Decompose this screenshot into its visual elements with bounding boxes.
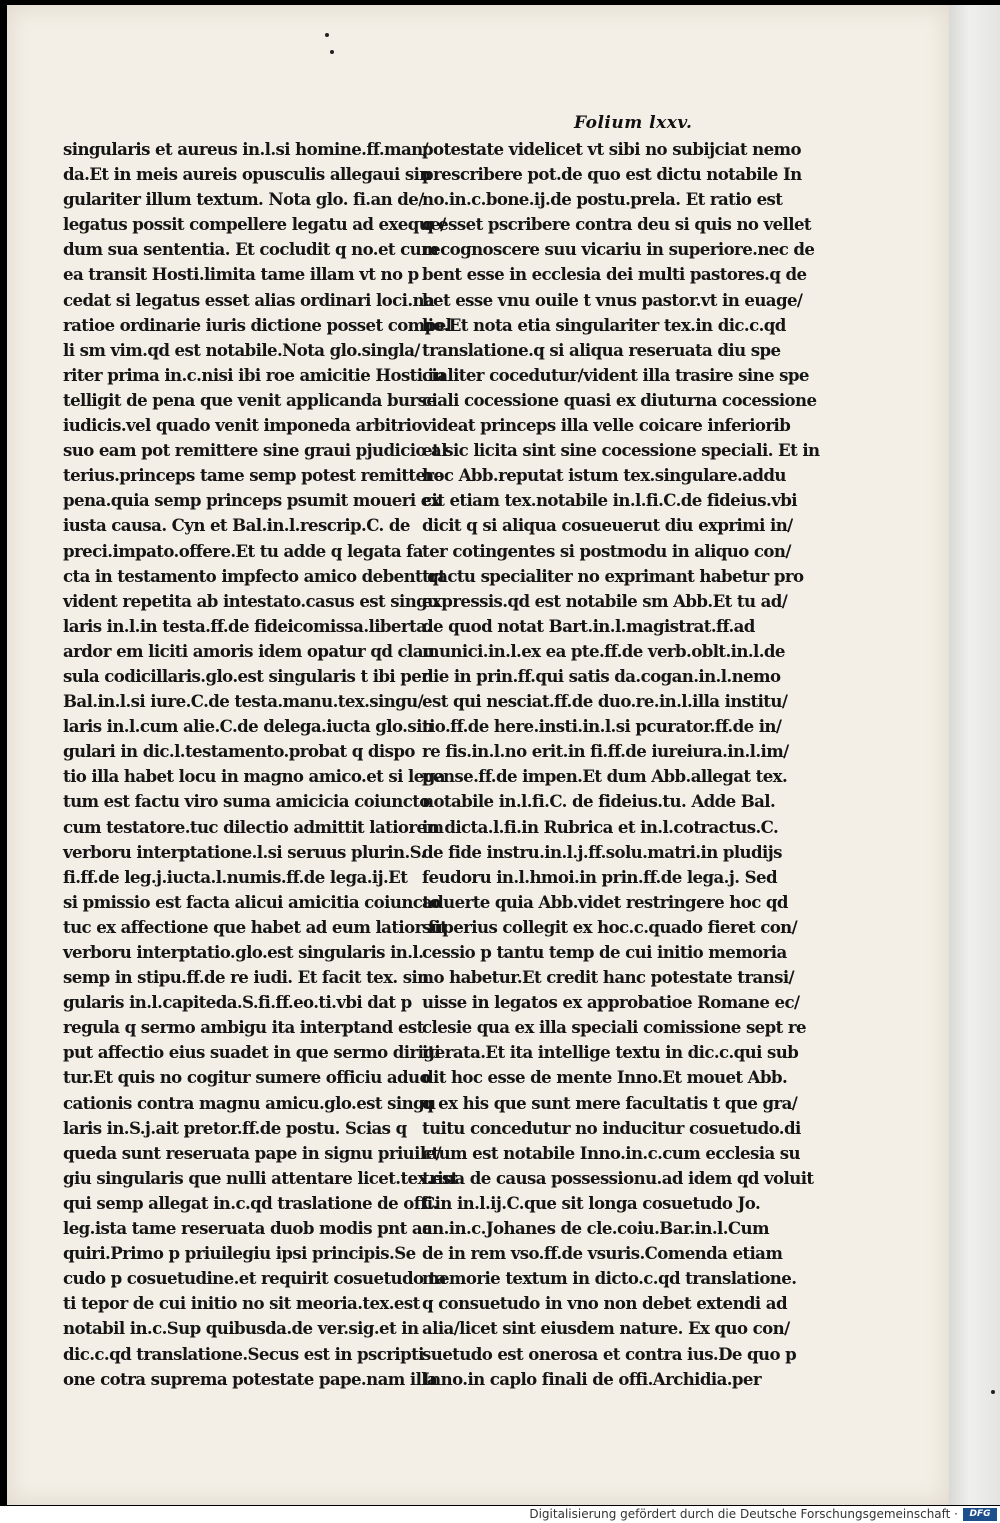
text-column-left (63, 137, 458, 1392)
text-line: ratioe ordinarie iuris dictione posset compel (63, 314, 452, 335)
text-line: feudoru in.l.hmoi.in prin.ff.de lega.j. Sed (422, 866, 777, 887)
text-line: tractu specialiter no exprimant habetur pro (422, 565, 804, 586)
text-line: ea transit Hosti.limita tame illam vt no p (63, 264, 419, 285)
book-page (7, 5, 949, 1505)
text-line: de in rem vso.ff.de vsuris.Comenda etiam (422, 1243, 783, 1264)
text-line: et sic licita sint sine cocessione speciali. Et in (422, 440, 820, 461)
text-line: singularis et aureus in.l.si homine.ff.man/ (63, 139, 429, 159)
text-line: trina de causa possessionu.ad idem qd voluit (422, 1167, 814, 1188)
text-line: sula codicillaris.glo.est singularis t ibi per (63, 665, 430, 686)
text-line: clesie qua ex illa speciali comissione sept re (422, 1017, 806, 1038)
text-line: telligit de pena que venit applicanda burse (63, 389, 437, 410)
text-line: no habetur.Et credit hanc potestate transi/ (422, 967, 794, 988)
text-line: videat princeps illa velle coicare inferiorib (422, 415, 791, 436)
text-line: an.in.c.Johanes de cle.coiu.Bar.in.l.Cum (422, 1218, 769, 1239)
text-line: cedat si legatus esset alias ordinari loci.na (63, 289, 435, 310)
text-line: queda sunt reseruata pape in signu priuile/ (63, 1142, 441, 1163)
text-line: no.in.c.bone.ij.de postu.prela. Et ratio est (422, 189, 783, 210)
text-line: die in prin.ff.qui satis da.cogan.in.l.nemo (422, 665, 781, 686)
text-line: riter prima in.c.nisi ibi roe amicitie Hosti.in (63, 364, 445, 385)
text-line: memorie textum in dicto.c.qd translatione. (422, 1268, 797, 1289)
text-line: pense.ff.de impen.Et dum Abb.allegat tex. (422, 766, 788, 787)
text-line: gularis in.l.capiteda.S.fi.ff.eo.ti.vbi dat p (63, 992, 412, 1013)
text-line: cialiter cocedutur/vident illa trasire sine spe (422, 364, 809, 385)
text-line: legatus possit compellere legatu ad exeque/ (63, 214, 446, 235)
text-line: prescribere pot.de quo est dictu notabile In (422, 164, 802, 185)
text-line: dit hoc esse de mente Inno.Et mouet Abb. (422, 1067, 788, 1088)
text-line: tur.Et quis no cogitur sumere officiu aduo (63, 1067, 430, 1088)
text-line: cessio p tantu temp de cui initio memoria (422, 942, 787, 962)
text-line: in dicta.l.fi.in Rubrica et in.l.cotractus.C. (422, 816, 779, 837)
text-line: recognoscere suu vicariu in superiore.nec de (422, 239, 815, 260)
text-line: potestate videlicet vt sibi no subijciat nemo (422, 139, 801, 159)
text-line: iusta causa. Cyn et Bal.in.l.rescrip.C. de (63, 515, 410, 536)
text-line: Bal.in.l.si iure.C.de testa.manu.tex.singu/ (63, 691, 424, 712)
text-line: verboru interptatio.glo.est singularis in.l. (63, 942, 424, 962)
text-line: de fide instru.in.l.j.ff.solu.matri.in pludijs (422, 841, 782, 862)
text-line: laris in.l.in testa.ff.de fideicomissa.liberta. (63, 615, 432, 636)
text-line: lio.Et nota etia singulariter tex.in dic.c.qd (422, 314, 786, 335)
text-line: notabil in.c.Sup quibusda.de ver.sig.et in (63, 1318, 419, 1339)
text-line: vident repetita ab intestato.casus est singu (63, 590, 439, 611)
text-line: re fis.in.l.no erit.in fi.ff.de iureiura.in.l.im/ (422, 741, 789, 762)
text-line: one cotra suprema potestate pape.nam illa (63, 1368, 438, 1389)
text-line: laris in.S.j.ait pretor.ff.de postu. Scias q (63, 1117, 407, 1138)
edge-mark (991, 1390, 995, 1394)
text-line: li sm vim.qd est notabile.Nota glo.singla/ (63, 339, 420, 360)
text-line: alia/licet sint eiusdem nature. Ex quo con/ (422, 1318, 790, 1339)
text-line: gulari in dic.l.testamento.probat q dispo (63, 741, 415, 762)
text-line: quiri.Primo p priuilegiu ipsi principis.Se (63, 1243, 416, 1264)
text-line: tuitu concedutur no inducitur cosuetudo.di (422, 1117, 801, 1138)
text-line: q consuetudo in vno non debet extendi ad (422, 1293, 787, 1314)
text-line: dicit q si aliqua cosueuerut diu exprimi in/ (422, 515, 793, 536)
text-line: iterata.Et ita intellige textu in dic.c.qui sub (422, 1042, 799, 1063)
text-line: dic.c.qd translatione.Secus est in pscripti (63, 1343, 424, 1364)
text-line: terius.princeps tame semp potest remittere (63, 465, 444, 486)
text-line: cudo p cosuetudine.et requirit cosuetudo ta (63, 1268, 446, 1289)
text-line: tuc ex affectione que habet ad eum latior fit (63, 916, 448, 937)
footer-bar (0, 1506, 1000, 1523)
text-line: munici.in.l.ex ea pte.ff.de verb.oblt.in.l.de (422, 640, 785, 661)
text-line: suetudo est onerosa et contra ius.De quo p (422, 1343, 797, 1364)
text-line: q ex his que sunt mere facultatis t que gra/ (422, 1092, 798, 1113)
text-line: semp in stipu.ff.de re iudi. Et facit tex. sin (63, 967, 429, 988)
text-line: hoc Abb.reputat istum tex.singulare.addu (422, 465, 786, 486)
binding-hole-top (325, 33, 329, 37)
text-line: expressis.qd est notabile sm Abb.Et tu ad/ (422, 590, 788, 611)
text-line: pena.quia semp princeps psumit moueri ex (63, 490, 441, 511)
text-line: da.Et in meis aureis opusculis allegaui sin (63, 164, 431, 185)
text-line: cationis contra magnu amicu.glo.est singu (63, 1092, 436, 1113)
text-line: Inno.in caplo finali de offi.Archidia.per (422, 1368, 762, 1389)
text-line: giu singularis que nulli attentare licet.tex.est (63, 1167, 458, 1188)
text-line: verboru interptatione.l.si seruus plurin.S. (63, 841, 426, 862)
text-line: tio illa habet locu in magno amico.et si lega (63, 766, 445, 787)
text-line: tum est factu viro suma amicicia coiuncto (63, 791, 430, 812)
footer-credit: Digitalisierung gefördert durch die Deutsche Forschungsgemeinschaft · (529, 1507, 958, 1521)
text-line: superius collegit ex hoc.c.quado fieret con/ (422, 916, 798, 937)
text-line: iudicis.vel quado venit imponeda arbitrio (63, 415, 422, 436)
text-line: ter cotingentes si postmodu in aliquo con/ (422, 540, 791, 561)
text-line: aduerte quia Abb.videt restringere hoc qd (422, 891, 788, 912)
text-line: Cin in.l.ij.C.que sit longa cosuetudo Jo. (422, 1192, 761, 1213)
text-line: suo eam pot remittere sine graui pjudicio al (63, 440, 447, 461)
text-line: gulariter illum textum. Nota glo. fi.an de/ (63, 189, 424, 210)
text-line: regula q sermo ambigu ita interptand est (63, 1017, 424, 1038)
text-line: si pmissio est facta alicui amicitia coiuncto (63, 891, 440, 912)
text-line: put affectio eius suadet in que sermo dirigi (63, 1042, 441, 1063)
text-line: bent esse in ecclesia dei multi pastores.q de (422, 264, 807, 285)
text-line: tio.ff.de here.insti.in.l.si pcurator.ff.de in/ (422, 716, 782, 737)
text-line: dum sua sententia. Et cocludit q no.et cum (63, 239, 439, 260)
text-line: cit etiam tex.notabile in.l.fi.C.de fideius.vbi (422, 490, 797, 511)
text-line: q esset pscribere contra deu si quis no vellet (422, 214, 811, 235)
text-column-right (422, 137, 820, 1392)
text-line: ciali cocessione quasi ex diuturna cocessione (422, 389, 817, 410)
text-line: preci.impato.offere.Et tu adde q legata fa (63, 540, 423, 561)
text-line: ctum est notabile Inno.in.c.cum ecclesia su (422, 1142, 800, 1163)
text-line: est qui nesciat.ff.de duo.re.in.l.illa institu/ (422, 691, 788, 712)
binding-hole-bottom (330, 50, 334, 54)
folio-header: Folium lxxv. (574, 113, 693, 133)
text-line: fi.ff.de leg.j.iucta.l.numis.ff.de lega.ij.Et (63, 866, 408, 887)
page-edge (949, 5, 1000, 1505)
text-line: leg.ista tame reseruata duob modis pnt ac (63, 1218, 432, 1239)
text-line: uisse in legatos ex approbatioe Romane ec/ (422, 992, 800, 1013)
text-line: bet esse vnu ouile t vnus pastor.vt in euage/ (422, 289, 803, 310)
text-line: cta in testamento impfecto amico debent qt (63, 565, 446, 586)
text-line: ardor em liciti amoris idem opatur qd clau (63, 640, 435, 661)
text-line: ti tepor de cui initio no sit meoria.tex.est (63, 1293, 420, 1314)
text-line: qui semp allegat in.c.qd traslatione de offi. (63, 1192, 438, 1213)
text-line: cum testatore.tuc dilectio admittit latiorem (63, 816, 444, 837)
text-line: translatione.q si aliqua reseruata diu spe (422, 339, 781, 360)
dfg-logo: DFG (963, 1508, 997, 1521)
text-line: notabile in.l.fi.C. de fideius.tu. Adde Bal. (422, 791, 776, 812)
text-line: laris in.l.cum alie.C.de delega.iucta glo.sin (63, 716, 434, 737)
text-line: de quod notat Bart.in.l.magistrat.ff.ad (422, 615, 755, 636)
